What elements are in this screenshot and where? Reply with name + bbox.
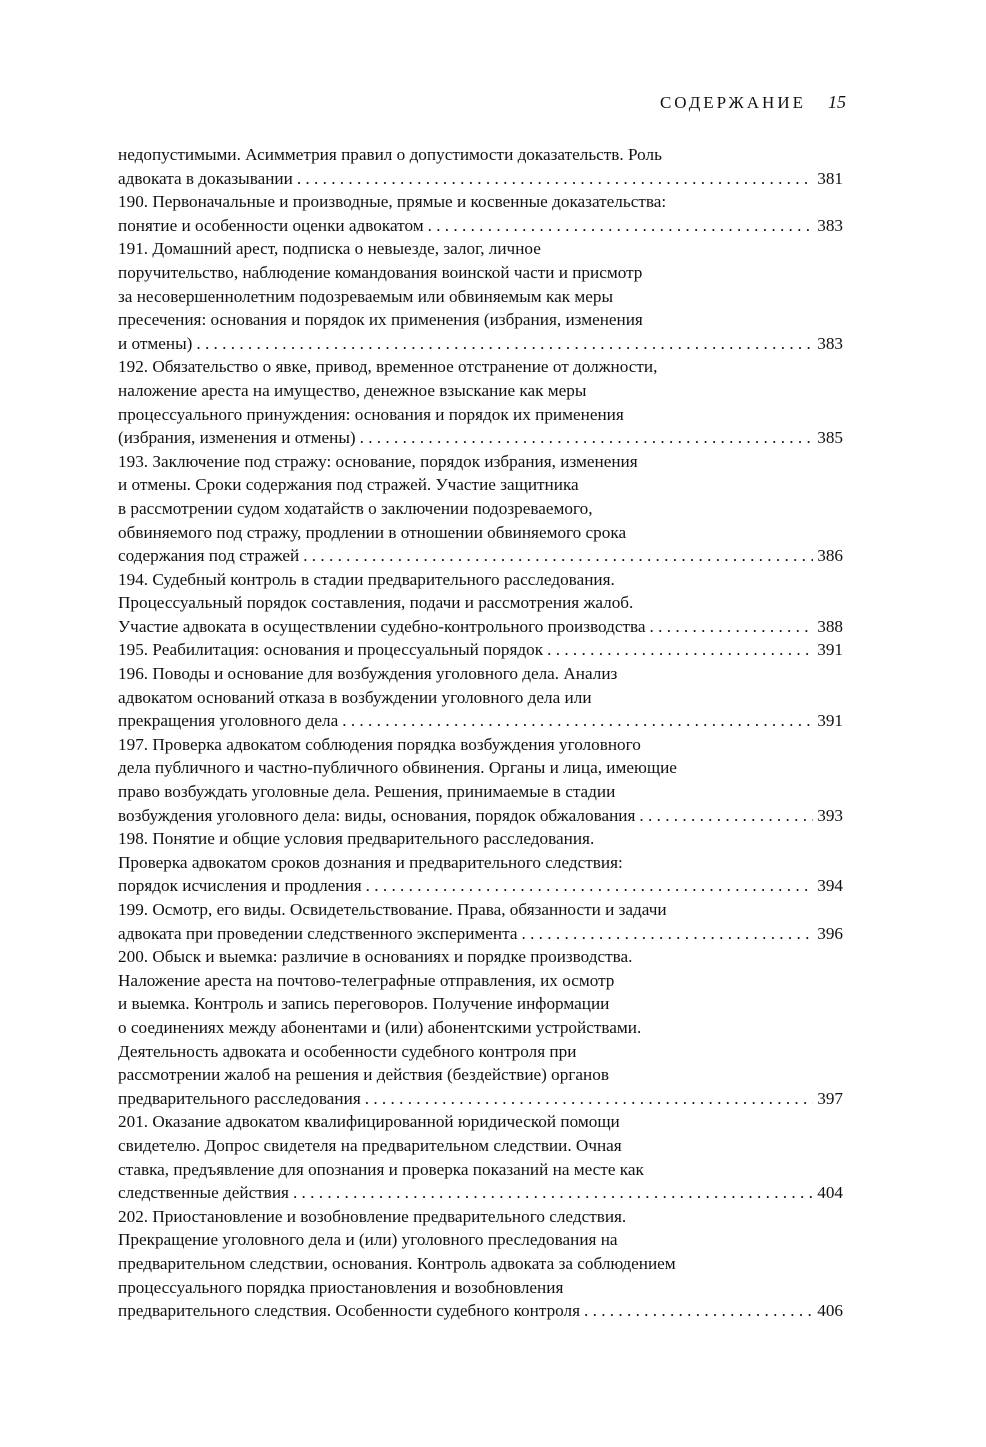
- toc-entry-line: [118, 756, 843, 780]
- toc-entry-text: ставка, предъявление для опознания и проверка показаний на месте как: [118, 1159, 644, 1179]
- toc-entry-text: 198. Понятие и общие условия предварительного расследования.: [118, 829, 595, 849]
- toc-entry-line: [118, 473, 843, 497]
- toc-entry-text: и отмены): [118, 333, 193, 353]
- toc-entry-line: [118, 827, 843, 851]
- toc-entry-line: [118, 945, 843, 969]
- toc-page-number: 397: [817, 1088, 843, 1108]
- toc-entry-line: [118, 355, 843, 379]
- dot-leader: [365, 1087, 813, 1111]
- toc-entry-text: процессуального принуждения: основания и порядок их применения: [118, 404, 624, 424]
- toc-page-number: 396: [817, 923, 843, 943]
- toc-entry-text: рассмотрении жалоб на решения и действия (бездействие) органов: [118, 1065, 609, 1085]
- toc-entry-text: предварительном следствии, основания. Контроль адвоката за соблюдением: [118, 1253, 676, 1273]
- toc-entry-line: [118, 285, 843, 309]
- toc-entry-text: Наложение ареста на почтово-телеграфные отправления, их осмотр: [118, 970, 615, 990]
- toc-entry-text: следственные действия: [118, 1183, 289, 1203]
- toc-page-number: 391: [817, 711, 843, 731]
- dot-leader: [366, 874, 814, 898]
- toc-entry-text: Проверка адвокатом сроков дознания и предварительного следствия:: [118, 852, 623, 872]
- toc-entry[interactable]: [118, 827, 843, 898]
- toc-page-number: 406: [817, 1301, 843, 1321]
- toc-entry-line: [118, 1016, 843, 1040]
- toc-entry-text: пресечения: основания и порядок их применения (избрания, изменения: [118, 310, 643, 330]
- toc-entry[interactable]: [118, 945, 843, 1110]
- dot-leader: [584, 1299, 813, 1323]
- toc-entry-text: за несовершеннолетним подозреваемым или обвиняемым как меры: [118, 286, 613, 306]
- toc-entry-text: 197. Проверка адвокатом соблюдения порядка возбуждения уголовного: [118, 734, 641, 754]
- toc-entry-text: Участие адвоката в осуществлении судебно-контрольного производства: [118, 616, 646, 636]
- toc-entry-text: процессуального порядка приостановления и возобновления: [118, 1277, 564, 1297]
- toc-page-number: 404: [817, 1183, 843, 1203]
- toc-entry-text: Прекращение уголовного дела и (или) уголовного преследования на: [118, 1230, 618, 1250]
- toc-page-number: 383: [817, 333, 843, 353]
- toc-page-number: 386: [817, 546, 843, 566]
- toc-page-number: 388: [817, 616, 843, 636]
- toc-entry-text: предварительного расследования: [118, 1088, 361, 1108]
- toc-entry-line: [118, 1276, 843, 1300]
- toc-entry-text: 200. Обыск и выемка: различие в основаниях и порядке производства.: [118, 947, 633, 967]
- toc-entry-line: [118, 450, 843, 474]
- toc-entry-line: [118, 686, 843, 710]
- toc-entry-text: поручительство, наблюдение командования воинской части и присмотр: [118, 262, 643, 282]
- toc-entry-text: 194. Судебный контроль в стадии предварительного расследования.: [118, 569, 615, 589]
- toc-entry-text: 195. Реабилитация: основания и процессуальный порядок: [118, 640, 544, 660]
- toc-entry-line: [118, 638, 843, 662]
- toc-entry-line: [118, 969, 843, 993]
- dot-leader: [360, 426, 814, 450]
- toc-entry-text: адвокатом оснований отказа в возбуждении уголовного дела или: [118, 687, 592, 707]
- toc-entry[interactable]: [118, 143, 843, 190]
- toc-entry-line: [118, 709, 843, 733]
- toc-entry[interactable]: [118, 237, 843, 355]
- toc-entry[interactable]: [118, 355, 843, 449]
- toc-entry[interactable]: [118, 733, 843, 827]
- toc-entry-line: [118, 780, 843, 804]
- toc-entry-line: [118, 143, 843, 167]
- dot-leader: [521, 922, 813, 946]
- toc-entry-line: [118, 190, 843, 214]
- toc-entry-text: дела публичного и частно-публичного обвинения. Органы и лица, имеющие: [118, 758, 677, 778]
- toc-entry-text: порядок исчисления и продления: [118, 876, 362, 896]
- dot-leader: [650, 615, 814, 639]
- toc-page-number: 391: [817, 640, 843, 660]
- toc-entry-line: [118, 874, 843, 898]
- toc-entry-line: [118, 1205, 843, 1229]
- toc-entry-text: наложение ареста на имущество, денежное взыскание как меры: [118, 380, 587, 400]
- toc-entry-line: [118, 1181, 843, 1205]
- running-header-title: СОДЕРЖАНИЕ: [659, 93, 806, 112]
- dot-leader: [196, 332, 813, 356]
- toc-entry-text: о соединениях между абонентами и (или) абонентскими устройствами.: [118, 1017, 642, 1037]
- toc-entry-text: и отмены. Сроки содержания под стражей. Участие защитника: [118, 475, 579, 495]
- toc-entry-line: [118, 591, 843, 615]
- toc-entry[interactable]: [118, 1205, 843, 1323]
- toc-entry-text: 201. Оказание адвокатом квалифицированной юридической помощи: [118, 1112, 620, 1132]
- dot-leader: [639, 804, 813, 828]
- toc-entry-text: (избрания, изменения и отмены): [118, 428, 356, 448]
- toc-entry-text: 192. Обязательство о явке, привод, временное отстранение от должности,: [118, 357, 658, 377]
- toc-entry-text: и выемка. Контроль и запись переговоров. Получение информации: [118, 994, 610, 1014]
- dot-leader: [297, 167, 813, 191]
- dot-leader: [428, 214, 814, 238]
- toc-entry-text: Процессуальный порядок составления, подачи и рассмотрения жалоб.: [118, 593, 634, 613]
- toc-entry-text: 193. Заключение под стражу: основание, порядок избрания, изменения: [118, 451, 638, 471]
- toc-entry[interactable]: [118, 638, 843, 662]
- dot-leader: [547, 638, 813, 662]
- toc-entry-line: [118, 1087, 843, 1111]
- toc-entry-text: 190. Первоначальные и производные, прямые и косвенные доказательства:: [118, 192, 667, 212]
- toc-entry[interactable]: [118, 450, 843, 568]
- running-header: [660, 92, 846, 113]
- toc-entry-line: [118, 804, 843, 828]
- toc-entry-line: [118, 1063, 843, 1087]
- toc-entry-line: [118, 497, 843, 521]
- toc-entry-line: [118, 214, 843, 238]
- toc-entry-line: [118, 379, 843, 403]
- toc-entry-line: [118, 922, 843, 946]
- toc-entry-line: [118, 1134, 843, 1158]
- toc-entry-text: адвоката при проведении следственного эксперимента: [118, 923, 518, 943]
- toc-entry-line: [118, 1158, 843, 1182]
- toc-entry-text: недопустимыми. Асимметрия правил о допустимости доказательств. Роль: [118, 145, 662, 164]
- toc-entry-text: адвоката в доказывании: [118, 168, 293, 188]
- toc-entry[interactable]: [118, 568, 843, 639]
- toc-entry-line: [118, 1228, 843, 1252]
- toc-entry-text: понятие и особенности оценки адвокатом: [118, 215, 424, 235]
- toc-page-number: 381: [817, 168, 843, 188]
- table-of-contents: [118, 143, 843, 1323]
- toc-entry-line: [118, 1252, 843, 1276]
- toc-entry-line: [118, 1040, 843, 1064]
- dot-leader: [293, 1181, 813, 1205]
- toc-entry-line: [118, 1299, 843, 1323]
- toc-entry-line: [118, 1110, 843, 1134]
- toc-entry-line: [118, 403, 843, 427]
- page-number: 15: [828, 92, 846, 112]
- toc-entry[interactable]: [118, 190, 843, 237]
- toc-page-number: 394: [817, 876, 843, 896]
- toc-entry-text: в рассмотрении судом ходатайств о заключении подозреваемого,: [118, 498, 593, 518]
- toc-entry-line: [118, 568, 843, 592]
- toc-entry-line: [118, 167, 843, 191]
- toc-entry-line: [118, 544, 843, 568]
- toc-entry-text: содержания под стражей: [118, 546, 300, 566]
- toc-entry[interactable]: [118, 662, 843, 733]
- toc-entry[interactable]: [118, 1110, 843, 1204]
- toc-entry-text: 191. Домашний арест, подписка о невыезде, залог, личное: [118, 239, 541, 259]
- toc-entry-line: [118, 426, 843, 450]
- toc-entry-line: [118, 662, 843, 686]
- toc-page-number: 383: [817, 215, 843, 235]
- toc-entry-line: [118, 261, 843, 285]
- dot-leader: [342, 709, 813, 733]
- toc-entry-text: 202. Приостановление и возобновление предварительного следствия.: [118, 1206, 627, 1226]
- toc-entry-line: [118, 851, 843, 875]
- toc-entry-line: [118, 898, 843, 922]
- toc-entry-line: [118, 332, 843, 356]
- toc-entry-line: [118, 237, 843, 261]
- toc-entry-line: [118, 521, 843, 545]
- toc-entry-text: возбуждения уголовного дела: виды, основания, порядок обжалования: [118, 805, 636, 825]
- toc-entry-line: [118, 733, 843, 757]
- toc-entry-text: Деятельность адвоката и особенности судебного контроля при: [118, 1041, 577, 1061]
- toc-entry-text: прекращения уголовного дела: [118, 711, 339, 731]
- toc-entry-text: обвиняемого под стражу, продлении в отношении обвиняемого срока: [118, 522, 627, 542]
- toc-entry-text: 199. Осмотр, его виды. Освидетельствование. Права, обязанности и задачи: [118, 900, 667, 919]
- toc-entry-text: право возбуждать уголовные дела. Решения, принимаемые в стадии: [118, 782, 616, 802]
- toc-page-number: 393: [817, 805, 843, 825]
- toc-entry-text: свидетелю. Допрос свидетеля на предварительном следствии. Очная: [118, 1135, 622, 1155]
- toc-entry[interactable]: [118, 898, 843, 945]
- toc-entry-line: [118, 615, 843, 639]
- toc-entry-line: [118, 992, 843, 1016]
- toc-entry-text: 196. Поводы и основание для возбуждения уголовного дела. Анализ: [118, 664, 618, 684]
- toc-entry-line: [118, 308, 843, 332]
- dot-leader: [303, 544, 813, 568]
- toc-page-number: 385: [817, 428, 843, 448]
- toc-entry-text: предварительного следствия. Особенности судебного контроля: [118, 1301, 581, 1321]
